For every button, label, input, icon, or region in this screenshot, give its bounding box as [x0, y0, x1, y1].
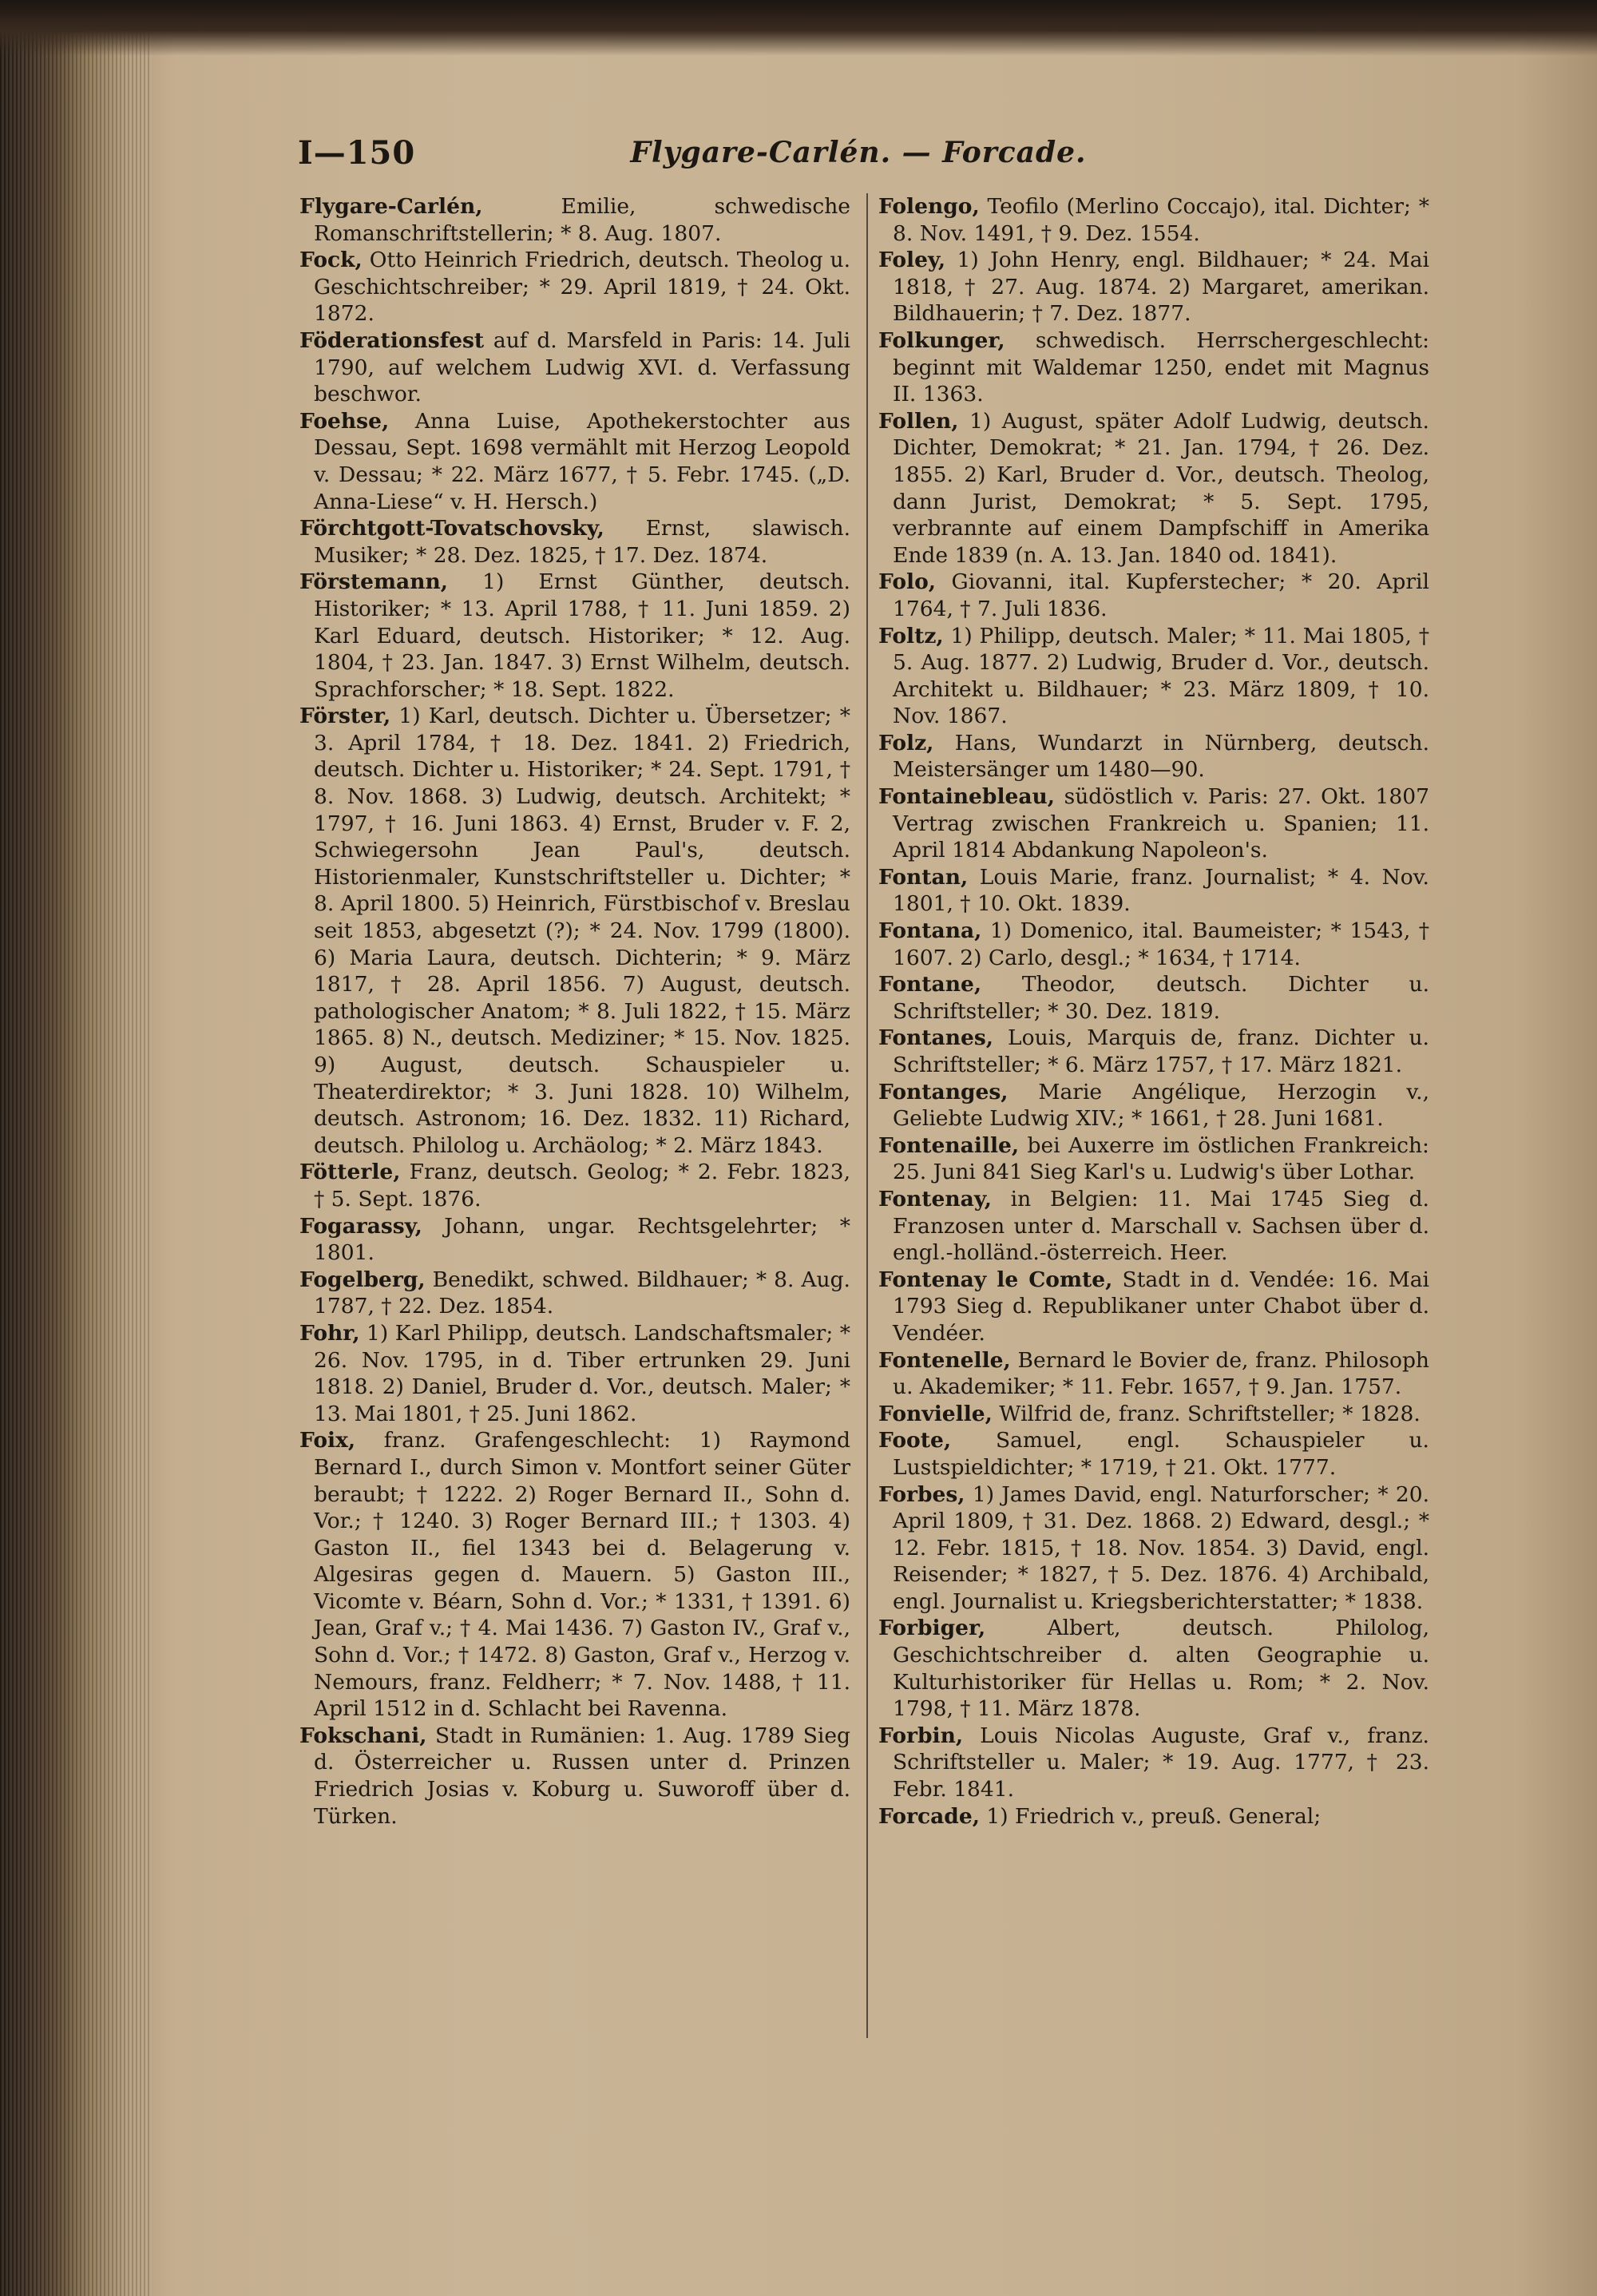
entry-headword: Follen, [878, 408, 959, 434]
dictionary-entry [299, 1723, 850, 1830]
entry-headword: Foley, [878, 248, 946, 273]
entry-headword: Forcade, [878, 1803, 980, 1829]
entry-headword: Foix, [299, 1428, 356, 1453]
dictionary-entry [878, 1615, 1429, 1722]
entry-text: Johann, ungar. Rechtsgelehrter; * 1801. [314, 1213, 850, 1266]
entry-headword: Forbin, [878, 1723, 964, 1748]
entry-headword: Förstemann, [299, 569, 448, 595]
entry-text: Giovanni, ital. Kupferstecher; * 20. April 1764, † 7. Juli 1836. [893, 569, 1429, 621]
dictionary-entry [878, 1347, 1429, 1401]
dictionary-entry [299, 1320, 850, 1427]
book-top-edge [0, 0, 1597, 56]
entry-text: südöstlich v. Paris: 27. Okt. 1807 Vertrag zwischen Frankreich u. Spanien; 11. April 1814 Abdankung Napoleon's. [893, 784, 1429, 863]
entry-headword: Foehse, [299, 408, 390, 434]
entry-text: Marie Angélique, Herzogin v., Geliebte Ludwig XIV.; * 1661, † 28. Juni 1681. [893, 1079, 1429, 1132]
dictionary-entry [299, 569, 850, 703]
entry-text: Louis, Marquis de, franz. Dichter u. Schriftsteller; * 6. März 1757, † 17. März 1821. [893, 1025, 1429, 1077]
entry-headword: Forbiger, [878, 1616, 986, 1641]
dictionary-entry [878, 569, 1429, 622]
dictionary-entry [878, 1267, 1429, 1347]
entry-headword: Folengo, [878, 194, 980, 219]
entry-text: Otto Heinrich Friedrich, deutsch. Theolog u. Geschichtschreiber; * 29. April 1819, † 24. Okt. 1872. [314, 248, 850, 327]
entry-headword: Fohr, [299, 1320, 360, 1346]
left-column [299, 193, 850, 1830]
dictionary-entry [878, 918, 1429, 971]
dictionary-entry [878, 1427, 1429, 1481]
entry-text: Stadt in Rumänien: 1. Aug. 1789 Sieg d. Österreicher u. Russen unter d. Prinzen Friedrich Josias v. Koburg u. Suworoff über d. Türken. [314, 1723, 850, 1829]
entry-text: Louis Marie, franz. Journalist; * 4. Nov. 1801, † 10. Okt. 1839. [893, 864, 1429, 917]
entry-headword: Fontenay, [878, 1186, 992, 1211]
dictionary-entry [878, 1132, 1429, 1186]
dictionary-entry [878, 408, 1429, 569]
running-head [291, 128, 1425, 184]
dictionary-entry [299, 1427, 850, 1723]
entry-text: Franz, deutsch. Geolog; * 2. Febr. 1823, † 5. Sept. 1876. [314, 1160, 850, 1211]
dictionary-entry [878, 247, 1429, 327]
dictionary-entry [299, 408, 850, 515]
entry-headword: Fontenaille, [878, 1132, 1020, 1158]
dictionary-entry [878, 1481, 1429, 1616]
column-divider [866, 193, 868, 2038]
dictionary-entry [299, 1267, 850, 1320]
entry-text: 1) Ernst Günther, deutsch. Historiker; * 13. April 1788, † 11. Juni 1859. 2) Karl Eduard, deutsch. Historiker; * 12. Aug. 1804, † 23. Jan. 1847. 3) Ernst Wilhelm, deutsch. Sprachforscher; * 18. Sept. 1822. [314, 569, 850, 702]
entry-text: 1) Friedrich v., preuß. General; [986, 1803, 1322, 1829]
entry-headword: Foltz, [878, 623, 944, 648]
book-binding-edge [0, 0, 152, 2296]
entry-text: bei Auxerre im östlichen Frankreich: 25. Juni 841 Sieg Karl's u. Ludwig's über Lothar. [893, 1132, 1429, 1185]
entry-headword: Folz, [878, 730, 934, 755]
entry-headword: Folo, [878, 569, 937, 595]
entry-headword: Foote, [878, 1428, 952, 1453]
entry-text: Samuel, engl. Schauspieler u. Lustspieldichter; * 1719, † 21. Okt. 1777. [893, 1428, 1429, 1480]
entry-text: Louis Nicolas Auguste, Graf v., franz. Schriftsteller u. Maler; * 19. Aug. 1777, † 23. Febr. 1841. [893, 1723, 1429, 1802]
entry-headword: Fontane, [878, 972, 982, 997]
entry-text: 1) John Henry, engl. Bildhauer; * 24. Mai 1818, † 27. Aug. 1874. 2) Margaret, amerikan. Bildhauerin; † 7. Dez. 1877. [893, 248, 1429, 327]
entry-text: 1) Domenico, ital. Baumeister; * 1543, † 1607. 2) Carlo, desgl.; * 1634, † 1714. [893, 918, 1429, 970]
entry-text: Bernard le Bovier de, franz. Philosoph u. Akademiker; * 11. Febr. 1657, † 9. Jan. 1757. [893, 1347, 1429, 1400]
entry-text: Stadt in d. Vendée: 16. Mai 1793 Sieg d. Republikaner unter Chabot über d. Vendéer. [893, 1267, 1429, 1346]
entry-headword: Fontanes, [878, 1025, 993, 1051]
entry-text: 1) Philipp, deutsch. Maler; * 11. Mai 1805, † 5. Aug. 1877. 2) Ludwig, Bruder d. Vor., deutsch. Architekt u. Bildhauer; * 23. März 1809, † 10. Nov. 1867. [893, 623, 1429, 729]
entry-headword: Fonvielle, [878, 1401, 993, 1426]
dictionary-entry [878, 1079, 1429, 1132]
dictionary-entry [878, 193, 1429, 247]
dictionary-entry [878, 783, 1429, 864]
entry-text: auf d. Marsfeld in Paris: 14. Juli 1790, auf welchem Ludwig XVI. d. Verfassung beschwor. [314, 327, 850, 407]
dictionary-entry [878, 864, 1429, 918]
entry-headword: Fontanges, [878, 1079, 1009, 1104]
entry-text: Emilie, schwedische Romanschriftstellerin; * 8. Aug. 1807. [314, 194, 850, 246]
running-head-title: Flygare-Carlén. — Forcade. [630, 136, 1087, 169]
entry-text: Hans, Wundarzt in Nürnberg, deutsch. Meistersänger um 1480—90. [893, 730, 1429, 783]
entry-headword: Förster, [299, 704, 391, 729]
dictionary-entry [878, 971, 1429, 1025]
entry-headword: Förchtgott-Tovatschovsky, [299, 516, 604, 541]
entry-headword: Fontan, [878, 864, 969, 890]
entry-headword: Fogarassy, [299, 1213, 422, 1239]
entry-text: 1) August, später Adolf Ludwig, deutsch. Dichter, Demokrat; * 21. Jan. 1794, † 26. Dez. 1855. 2) Karl, Bruder d. Vor., deutsch. Theolog, dann Jurist, Demokrat; * 5. Sept. 1795, verbrannte auf einem Dampfschiff in Amerika Ende 1839 (n. A. 13. Jan. 1840 od. 1841). [893, 408, 1429, 568]
entry-text: Theodor, deutsch. Dichter u. Schriftsteller; * 30. Dez. 1819. [893, 972, 1429, 1024]
dictionary-entry [299, 515, 850, 569]
entry-headword: Fontana, [878, 918, 982, 944]
right-column [878, 193, 1429, 1830]
entry-headword: Fock, [299, 248, 363, 273]
entry-text: Albert, deutsch. Philolog, Geschichtschreiber d. alten Geographie u. Kulturhistoriker für Hellas u. Rom; * 2. Nov. 1798, † 11. März 1878. [893, 1616, 1429, 1722]
dictionary-entry [878, 730, 1429, 783]
entry-text: 1) James David, engl. Naturforscher; * 20. April 1809, † 31. Dez. 1868. 2) Edward, desgl.; * 12. Febr. 1815, † 18. Nov. 1854. 3) David, engl. Reisender; * 1827, † 5. Dez. 1876. 4) Archibald, engl. Journalist u. Kriegsberichterstatter; * 1838. [893, 1481, 1429, 1614]
entry-text: Ernst, slawisch. Musiker; * 28. Dez. 1825, † 17. Dez. 1874. [314, 516, 850, 568]
dictionary-page [291, 128, 1429, 2204]
entry-headword: Fogelberg, [299, 1267, 426, 1292]
entry-headword: Fontenay le Comte, [878, 1267, 1113, 1292]
entry-text: in Belgien: 11. Mai 1745 Sieg d. Franzosen unter d. Marschall v. Sachsen über d. engl.-holländ.-österreich. Heer. [893, 1186, 1429, 1266]
entry-text: Teofilo (Merlino Coccajo), ital. Dichter; * 8. Nov. 1491, † 9. Dez. 1554. [893, 194, 1429, 246]
entry-headword: Fokschani, [299, 1723, 427, 1748]
dictionary-entry [299, 327, 850, 408]
dictionary-entry [878, 623, 1429, 730]
entry-text: Anna Luise, Apothekerstochter aus Dessau, Sept. 1698 vermählt mit Herzog Leopold v. Dessau; * 22. März 1677, † 5. Febr. 1745. („D. Anna-Liese“ v. H. Hersch.) [314, 408, 850, 514]
entry-text: schwedisch. Herrschergeschlecht: beginnt mit Waldemar 1250, endet mit Magnus II. 1363. [893, 327, 1429, 407]
entry-text: 1) Karl, deutsch. Dichter u. Übersetzer; * 3. April 1784, † 18. Dez. 1841. 2) Friedrich, deutsch. Dichter u. Historiker; * 24. Sept. 1791, † 8. Nov. 1868. 3) Ludwig, deutsch. Architekt; * 1797, † 16. Juni 1863. 4) Ernst, Bruder v. F. 2, Schwiegersohn Jean Paul's, deutsch. Historienmaler, Kunstschriftsteller u. Dichter; * 8. April 1800. 5) Heinrich, Fürstbischof v. Breslau seit 1853, abgesetzt (?); * 24. Nov. 1799 (1800). 6) Maria Laura, deutsch. Dichterin; * 9. März 1817, † 28. April 1856. 7) August, deutsch. pathologischer Anatom; * 8. Juli 1822, † 15. März 1865. 8) N., deutsch. Mediziner; * 15. Nov. 1825. 9) August, deutsch. Schauspieler u. Theaterdirektor; * 3. Juni 1828. 10) Wilhelm, deutsch. Astronom; 16. Dez. 1832. 11) Richard, deutsch. Philolog u. Archäolog; * 2. März 1843. [314, 704, 850, 1158]
dictionary-entry [878, 1186, 1429, 1267]
entry-headword: Forbes, [878, 1481, 965, 1507]
entry-headword: Fontenelle, [878, 1347, 1011, 1373]
dictionary-entry [878, 327, 1429, 408]
entry-headword: Föderationsfest [299, 327, 485, 353]
dictionary-entry [878, 1401, 1429, 1428]
dictionary-entry [299, 1159, 850, 1212]
entry-text: Wilfrid de, franz. Schriftsteller; * 1828. [999, 1401, 1421, 1426]
entry-text: Benedikt, schwed. Bildhauer; * 8. Aug. 1787, † 22. Dez. 1854. [314, 1267, 850, 1319]
entry-headword: Fötterle, [299, 1160, 401, 1185]
dictionary-entry [299, 247, 850, 327]
dictionary-entry [299, 1213, 850, 1267]
dictionary-entry [878, 1803, 1429, 1830]
dictionary-entry [878, 1723, 1429, 1803]
dictionary-entry [299, 703, 850, 1159]
entry-headword: Fontainebleau, [878, 784, 1056, 810]
entry-text: franz. Grafengeschlecht: 1) Raymond Bernard I., durch Simon v. Montfort seiner Güter beraubt; † 1222. 2) Roger Bernard II., Sohn d. Vor.; † 1240. 3) Roger Bernard III.; † 1303. 4) Gaston II., fiel 1343 bei d. Belagerung v. Algesiras gegen d. Mauern. 5) Gaston III., Vicomte v. Béarn, Sohn d. Vor.; * 1331, † 1391. 6) Jean, Graf v.; † 4. Mai 1436. 7) Gaston IV., Graf v., Sohn d. Vor.; † 1472. 8) Gaston, Graf v., Herzog v. Nemours, franz. Feldherr; * 7. Nov. 1488, † 11. April 1512 in d. Schlacht bei Ravenna. [314, 1428, 850, 1722]
dictionary-entry [299, 193, 850, 247]
entry-headword: Folkunger, [878, 327, 1005, 353]
entry-headword: Flygare-Carlén, [299, 194, 483, 219]
page-number: I—150 [298, 134, 416, 172]
entry-text: 1) Karl Philipp, deutsch. Landschaftsmaler; * 26. Nov. 1795, in d. Tiber ertrunken 29. Juni 1818. 2) Daniel, Bruder d. Vor., deutsch. Maler; * 13. Mai 1801, † 25. Juni 1862. [314, 1320, 850, 1426]
dictionary-entry [878, 1025, 1429, 1078]
